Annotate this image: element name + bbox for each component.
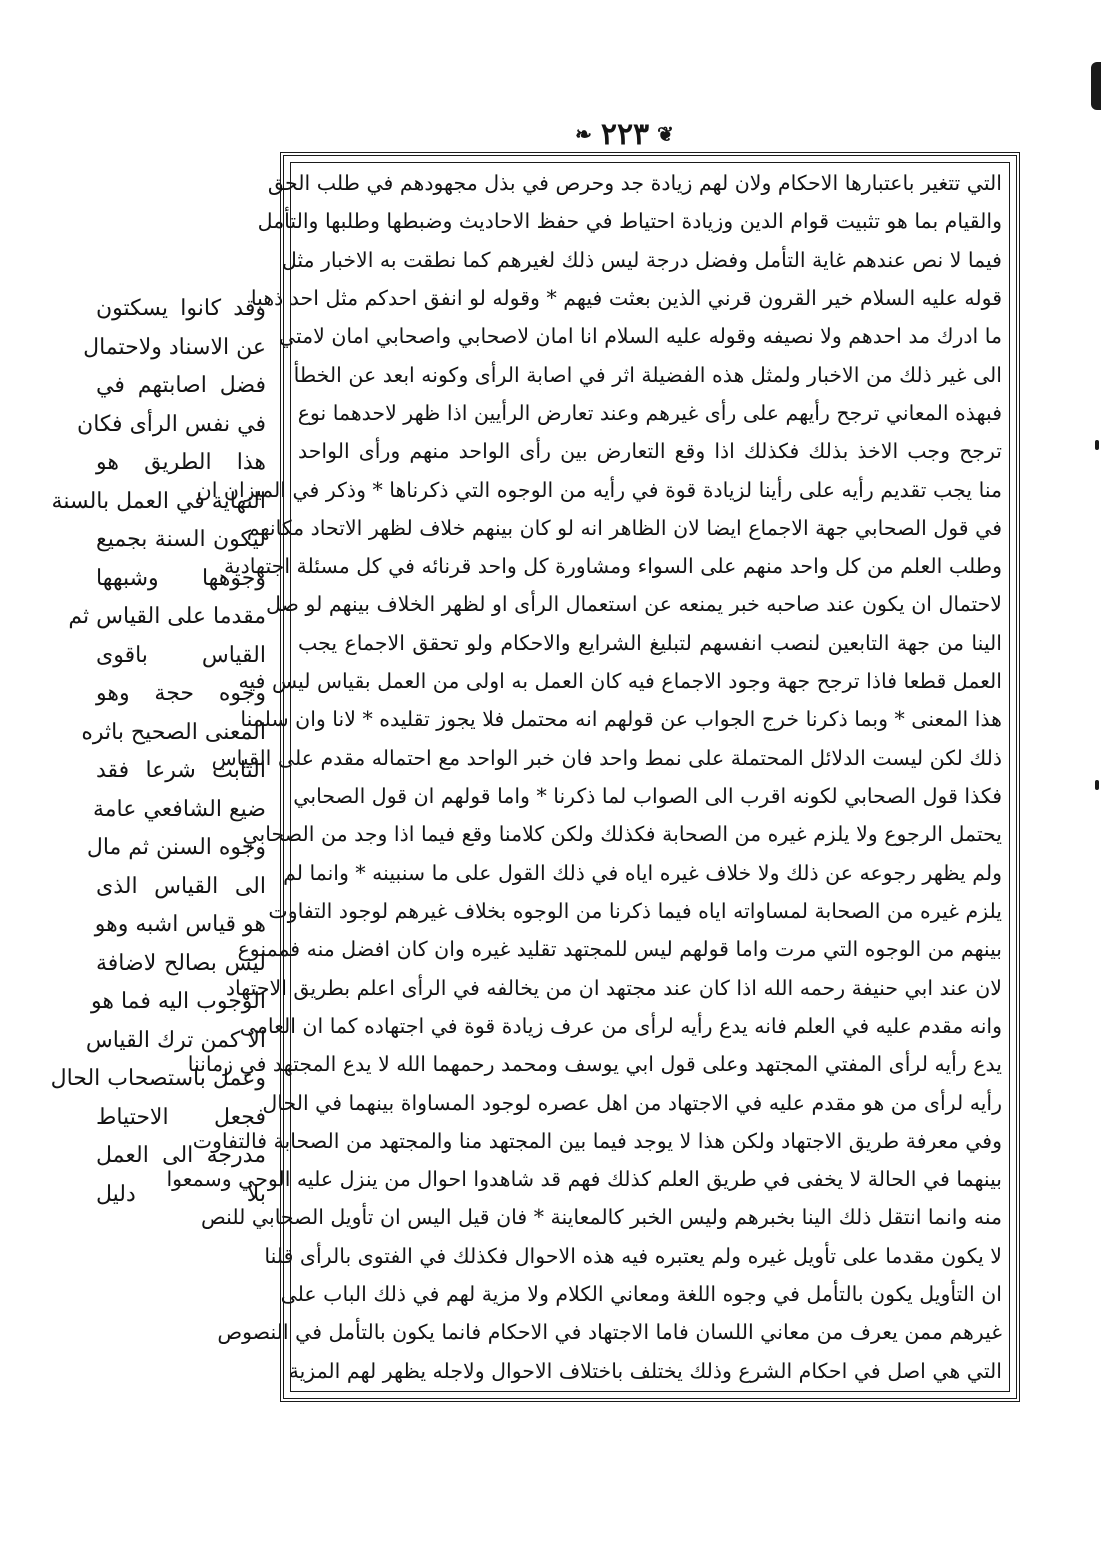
text-line: الى غير ذلك من الاخبار ولمثل هذه الفضيلة اثر في اصابة الرأى وكونه ابعد عن الخطأ xyxy=(293,362,1002,387)
text-line: فكذا قول الصحابي لكونه اقرب الى الصواب لما ذكرنا * واما قولهم ان قول الصحابي xyxy=(293,784,1002,808)
margin-note-line: في نفس الرأى فكان xyxy=(77,411,266,437)
text-line: ولم يظهر رجوعه عن ذلك ولا خلاف غيره اياه في ذلك القول على ما سنبينه * وانما لم xyxy=(283,860,1002,885)
text-line: بينهما في الحالة لا يخفى في طريق العلم كذلك فهم قد شاهدوا احوال من ينزل عليه الوحي وسمعوا xyxy=(166,1167,1002,1192)
text-line: يحتمل الرجوع ولا يلزم غيره من الصحابة فكذلك ولكن كلامنا وقع فيما اذا وجد من الصحابي xyxy=(242,822,1002,847)
page-edge-mark xyxy=(1091,62,1101,110)
margin-note-line: بلا دليل xyxy=(96,1181,266,1207)
text-line: العمل قطعا فاذا ترجح جهة وجود الاجماع فيه كان العمل به اولى من العمل بقياس ليس فيه xyxy=(238,669,1002,694)
text-line: منا يجب تقديم رأيه على رأينا لزيادة قوة في رأيه من الوجوه التي ذكرناها * وذكر في الميزان ان xyxy=(196,477,1002,502)
text-line: هذا المعنى * وبما ذكرنا خرج الجواب عن قولهم انه محتمل فلا يجوز تقليده * لانا وان سلمنا xyxy=(240,707,1002,732)
text-line: وانه مقدم عليه في العلم فانه يدع رأيه لرأى من عرف زيادة قوة في اجتهاده كما ان العامى xyxy=(239,1013,1002,1038)
margin-note-line: هذا الطريق هو xyxy=(96,450,266,475)
margin-note-line: فضل اصابتهم في xyxy=(96,373,266,398)
margin-note-line: فجعل الاحتياط xyxy=(96,1104,266,1130)
text-line: الينا من جهة التابعين لنصب انفسهم لتبليغ الشرايع والاحكام ولو تحقق الاجماع يجب xyxy=(298,630,1002,655)
text-line: لا يكون مقدما على تأويل غيره ولم يعتبره فيه هذه الاحوال فكذلك في الفتوى بالرأى قلنا xyxy=(264,1243,1002,1268)
margin-note-line: القياس باقوى xyxy=(96,642,266,668)
text-line: ما ادرك مد احدهم ولا نصيفه وقوله عليه السلام انا امان لاصحابي واصحابي امان لامتي xyxy=(278,324,1002,349)
ornament-icon: ❧ xyxy=(575,122,593,146)
text-line: لاحتمال ان يكون عند صاحبه خبر يمنعه عن استعمال الرأى او لظهر الخلاف بينهم لو صل xyxy=(266,592,1002,617)
text-line: منه وانما انتقل ذلك الينا بخبرهم وليس الخبر كالمعاينة * فان قيل اليس ان تأويل الصحابي للنص xyxy=(201,1205,1002,1230)
text-line: التي هي اصل في احكام الشرع وذلك يختلف باختلاف الاحوال ولاجله يظهر لهم المزية xyxy=(288,1358,1002,1383)
margin-note-line: مدرجة الى العمل xyxy=(96,1143,266,1168)
margin-note-line: هو قياس اشبه وهو xyxy=(94,912,266,937)
margin-note-line: النهاية في العمل بالسنة xyxy=(51,488,266,514)
text-line: غيرهم ممن يعرف من معاني اللسان فاما الاجتهاد في الاحكام فانما يكون بالتأمل في النصوص xyxy=(217,1320,1002,1345)
margin-note-line: وجوهها وشبهها xyxy=(96,565,266,591)
text-line: وطلب العلم من كل واحد منهم على السواء ومشاورة كل واحد قرنائه في كل مسئلة اجتهادية xyxy=(223,554,1002,579)
margin-note-line: ضيع الشافعي عامة xyxy=(92,796,266,822)
margin-note-line: الا كمن ترك القياس xyxy=(85,1027,266,1053)
text-line: ان التأويل يكون بالتأمل في وجوه اللغة ومعاني الكلام ولا مزية لهم في ذلك الباب على xyxy=(280,1282,1002,1307)
ornament-icon: ❦ xyxy=(657,122,675,146)
text-line: رأيه لرأى من هو مقدم عليه في الاجتهاد من اهل عصره لوجود المساواة بينهما في الحال xyxy=(262,1090,1002,1115)
margin-note-line: وعمل باستصحاب الحال xyxy=(50,1066,266,1091)
text-line: يدع رأيه لرأى المفتي المجتهد وعلى قول ابي يوسف ومحمد رحمهما الله لا يدع المجتهد في زماننا xyxy=(187,1052,1002,1077)
margin-note-line: عن الاسناد ولاحتمال xyxy=(83,334,266,360)
margin-note-line: ليكون السنة بجميع xyxy=(96,527,266,552)
edge-dot-mark xyxy=(1095,440,1099,450)
margin-note-line: الى القياس الذى xyxy=(96,873,266,899)
text-line: ترجح وجب الاخذ بذلك فكذلك اذا وقع التعارض بين رأى الواحد منهم ورأى الواحد xyxy=(298,439,1002,464)
margin-note-line: وجوه السنن ثم مال xyxy=(86,835,266,860)
page-number-value: ٢٢٣ xyxy=(600,116,650,152)
text-line: في قول الصحابي جهة الاجماع ايضا لان الظاهر انه لو كان بينهم خلاف لظهر الاتحاد مكانهم xyxy=(246,515,1002,540)
margin-note-line: مقدما على القياس ثم xyxy=(68,604,266,629)
margin-note-block xyxy=(50,290,266,1214)
margin-note-line: وجوه حجة وهو xyxy=(96,681,266,706)
text-line: والقيام بما هو تثبيت قوام الدين وزيادة احتياط في حفظ الاحاديث وضبطها وطلبها والتأمل xyxy=(257,209,1002,234)
text-line: فبهذه المعاني ترجح رأيهم على رأى غيرهم وعند تعارض الرأيين اذا ظهر لاحدهما نوع xyxy=(297,400,1002,425)
margin-note-line: وقد كانوا يسكتون xyxy=(96,296,266,321)
margin-note-line: الثابت شرعا فقد xyxy=(96,758,266,783)
text-line: التي تتغير باعتبارها الاحكام ولان لهم زيادة جد وحرص في بذل مجهودهم في طلب الحق xyxy=(267,171,1002,195)
margin-note-line: الوجوب اليه فما هو xyxy=(91,989,266,1014)
margin-note-line: المعنى الصحيح باثره xyxy=(81,719,266,745)
text-line: بينهم من الوجوه التي مرت واما قولهم ليس للمجتهد تقليد غيره وان كان افضل منه فممنوع xyxy=(237,937,1002,962)
text-line: فيما لا نص عندهم غاية التأمل وفضل درجة ليس ذلك لغيرهم كما نطقت به الاخبار مثل xyxy=(281,247,1002,272)
text-line: قوله عليه السلام خير القرون قرني الذين بعثت فيهم * وقوله لو انفق احدكم مثل احد ذهبا xyxy=(250,285,1002,310)
margin-note-line: ليس بصالح لاضافة xyxy=(96,950,266,976)
page-number xyxy=(560,116,690,152)
text-line: لان عند ابي حنيفة رحمه الله اذا كان عند مجتهد ان من يخالفه في الرأى اعلم بطريق الاجتهاد xyxy=(225,975,1002,1000)
text-line: ذلك لكن ليست الدلائل المحتملة على نمط واحد فان خبر الواحد مع احتماله مقدم على القياس xyxy=(211,745,1002,770)
edge-dot-mark xyxy=(1095,780,1099,790)
text-line: يلزم غيره من الصحابة لمساواته اياه فيما ذكرنا من الوجوه بخلاف غيرهم لوجود التفاوت xyxy=(268,898,1002,923)
text-line: وفي معرفة طريق الاجتهاد ولكن هذا لا يوجد فيما بين المجتهد منا والمجتهد من الصحابة فالتفاوت xyxy=(192,1128,1002,1153)
